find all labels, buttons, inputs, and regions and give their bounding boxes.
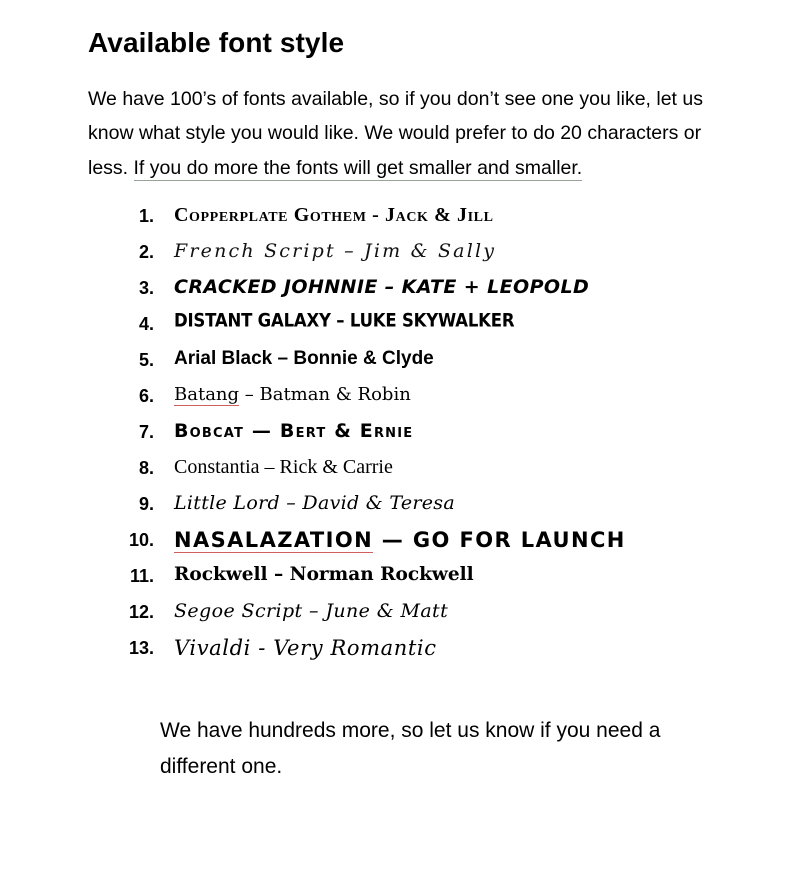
font-sample-french-script: French Script – Jim & Sally — [174, 239, 497, 262]
intro-text-plain: We have 100’s of fonts available, so if you don’t see one you like, let us know what style you would like. We would prefer to do 20 characters or less. — [88, 87, 703, 179]
list-item — [108, 240, 743, 265]
list-item — [108, 309, 743, 337]
font-sample-cracked-johnnie: CRACKED JOHNNIE – KATE + LEOPOLD — [174, 275, 590, 298]
list-item — [108, 564, 743, 589]
font-sample-little-lord: Little Lord – David & Teresa — [174, 491, 455, 514]
font-sample-arial-black: Arial Black – Bonnie & Clyde — [174, 347, 434, 369]
font-sample-nasalazation-rest: — GO FOR LAUNCH — [373, 527, 626, 552]
list-item — [108, 528, 743, 553]
font-sample-rockwell: Rockwell – Norman Rockwell — [174, 563, 474, 585]
font-sample-segoe-script: Segoe Script – June & Matt — [174, 599, 449, 622]
list-item — [108, 276, 743, 301]
font-sample-batang-underlined: Batang — [174, 383, 240, 405]
font-sample-list — [88, 204, 743, 661]
font-sample-copperplate-gothem: Copperplate Gothem - Jack & Jill — [174, 203, 494, 226]
page-title: Available font style — [88, 27, 345, 58]
font-sample-distant-galaxy: DISTANT GALAXY – LUKE SKYWALKER — [174, 309, 515, 331]
list-item — [108, 636, 743, 661]
font-sample-batang-rest: – Batman & Robin — [239, 383, 411, 405]
list-item — [108, 204, 743, 229]
font-sample-constantia: Constantia – Rick & Carrie — [174, 455, 393, 478]
list-item — [108, 600, 743, 625]
font-sample-nasalazation-underlined: NASALAZATION — [174, 527, 374, 552]
closing-paragraph: We have hundreds more, so let us know if you need a different one. — [160, 718, 661, 779]
intro-paragraph — [88, 82, 708, 186]
font-sample-batang — [174, 384, 411, 405]
list-item — [108, 348, 743, 373]
font-sample-vivaldi: Vivaldi - Very Romantic — [174, 635, 437, 660]
font-sample-bobcat: Bobcat — Bert & Ernie — [174, 419, 414, 442]
intro-text-underlined: If you do more the fonts will get smaller and smaller. — [133, 157, 583, 179]
list-item — [108, 420, 743, 445]
list-item — [108, 456, 743, 481]
list-item — [108, 492, 743, 517]
list-item — [108, 384, 743, 409]
font-sample-nasalazation — [174, 528, 626, 552]
